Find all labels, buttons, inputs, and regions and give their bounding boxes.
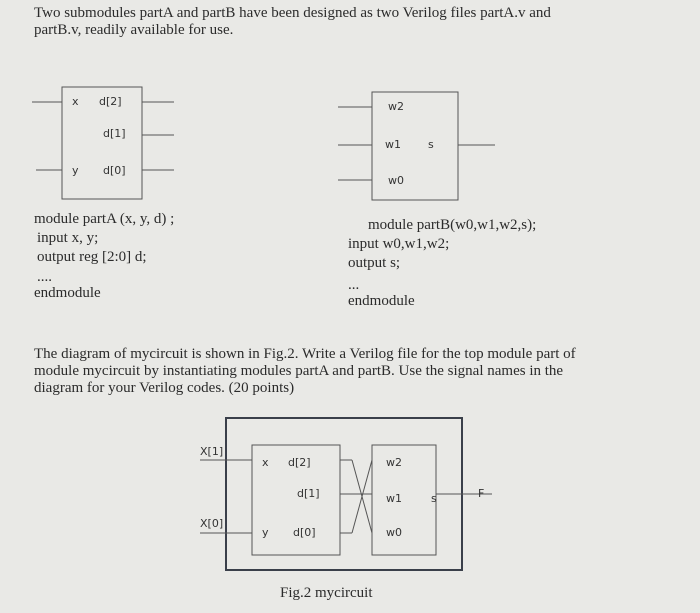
partA-code-line-2: input x, y; (37, 230, 99, 246)
fig2-x0-label: X[0] (200, 517, 224, 530)
fig2-a-d1-label: d[1] (297, 487, 320, 500)
partA-code-line-4: .... (37, 269, 52, 285)
partA-d1-label: d[1] (103, 127, 126, 140)
task-paragraph (34, 346, 576, 397)
fig2-f-label: F (478, 487, 485, 500)
partA-code-line-3: output reg [2:0] d; (37, 249, 147, 265)
task-line-1: The diagram of mycircuit is shown in Fig.2. Write a Verilog file for the top module part of (34, 346, 576, 362)
partA-d0-label: d[0] (103, 164, 126, 177)
partB-w2-label: w2 (388, 100, 404, 113)
partA-code (34, 210, 174, 303)
task-line-3: diagram for your Verilog codes. (20 points) (34, 380, 295, 396)
intro-line-1: Two submodules partA and partB have been designed as two Verilog files partA.v and (34, 5, 551, 21)
fig2-a-d2-label: d[2] (288, 456, 311, 469)
intro-line-2: partB.v, readily available for use. (34, 22, 234, 38)
partA-y-label: y (72, 164, 79, 177)
partB-code-line-2: input w0,w1,w2; (348, 236, 450, 252)
partA-d2-label: d[2] (99, 95, 122, 108)
partB-code-line-4: ... (348, 277, 360, 293)
fig2-b-w2-label: w2 (386, 456, 402, 469)
partA-code-line-1: module partA (x, y, d) ; (34, 211, 175, 227)
fig2-caption: Fig.2 mycircuit (280, 585, 373, 601)
partB-code-line-3: output s; (348, 255, 401, 271)
fig2-x1-label: X[1] (200, 445, 224, 458)
fig2-b-w1-label: w1 (386, 492, 402, 505)
partB-code-line-5: endmodule (348, 293, 415, 309)
partB-s-label: s (428, 138, 434, 151)
fig2-partB-box (372, 445, 436, 555)
partA-code-line-5: endmodule (34, 285, 101, 301)
partB-code (348, 216, 536, 311)
partB-w0-label: w0 (388, 174, 404, 187)
fig2-a-y-label: y (262, 526, 269, 539)
partB-w1-label: w1 (385, 138, 401, 151)
partB-code-line-1: module partB(w0,w1,w2,s); (368, 217, 537, 233)
fig2-b-w0-label: w0 (386, 526, 402, 539)
task-line-2: module mycircuit by instantiating modules partA and partB. Use the signal names in the (34, 363, 564, 379)
fig2-a-x-label: x (262, 456, 269, 469)
fig2-a-d0-label: d[0] (293, 526, 316, 539)
fig2-b-s-label: s (431, 492, 437, 505)
partA-x-label: x (72, 95, 79, 108)
